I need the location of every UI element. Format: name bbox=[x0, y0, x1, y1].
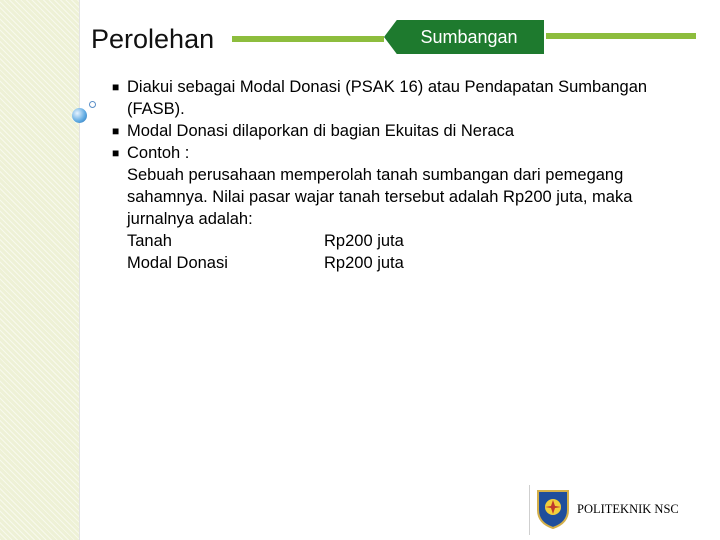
square-bullet-icon: ■ bbox=[112, 146, 120, 160]
journal-account: Tanah bbox=[127, 232, 172, 250]
bullet-text: Modal Donasi dilaporkan di bagian Ekuitas di Neraca bbox=[127, 122, 515, 140]
slide-body bbox=[112, 76, 702, 274]
journal-amount: Rp200 juta bbox=[324, 254, 404, 272]
institution-name: POLITEKNIK NSC bbox=[577, 502, 679, 516]
square-bullet-icon: ■ bbox=[112, 80, 120, 94]
bullet-item-recognition bbox=[112, 76, 702, 120]
decorative-side-strip bbox=[0, 0, 79, 540]
bullet-text: Contoh : bbox=[127, 144, 190, 162]
journal-row-debit bbox=[127, 230, 702, 252]
title-accent-line-left bbox=[232, 36, 384, 42]
side-strip-border bbox=[79, 0, 80, 540]
bullet-item-reporting bbox=[112, 120, 702, 142]
journal-account: Modal Donasi bbox=[127, 254, 228, 272]
blue-orb-decoration bbox=[72, 108, 87, 123]
square-bullet-icon: ■ bbox=[112, 124, 120, 138]
section-tab-label: Sumbangan bbox=[420, 27, 518, 47]
bullet-text: Diakui sebagai Modal Donasi (PSAK 16) atau Pendapatan Sumbangan (FASB). bbox=[127, 78, 648, 118]
shield-emblem-icon bbox=[535, 488, 571, 530]
title-accent-line-right bbox=[546, 33, 696, 39]
bullet-item-example bbox=[112, 142, 702, 274]
slide-title: Perolehan bbox=[91, 24, 215, 54]
example-paragraph: Sebuah perusahaan memperolah tanah sumbangan dari pemegang sahamnya. Nilai pasar wajar tanah tersebut adalah Rp200 juta, maka jurnalnya adalah: bbox=[127, 166, 633, 228]
journal-row-credit bbox=[127, 252, 702, 274]
journal-amount: Rp200 juta bbox=[324, 232, 404, 250]
small-circle-decoration bbox=[89, 101, 96, 108]
